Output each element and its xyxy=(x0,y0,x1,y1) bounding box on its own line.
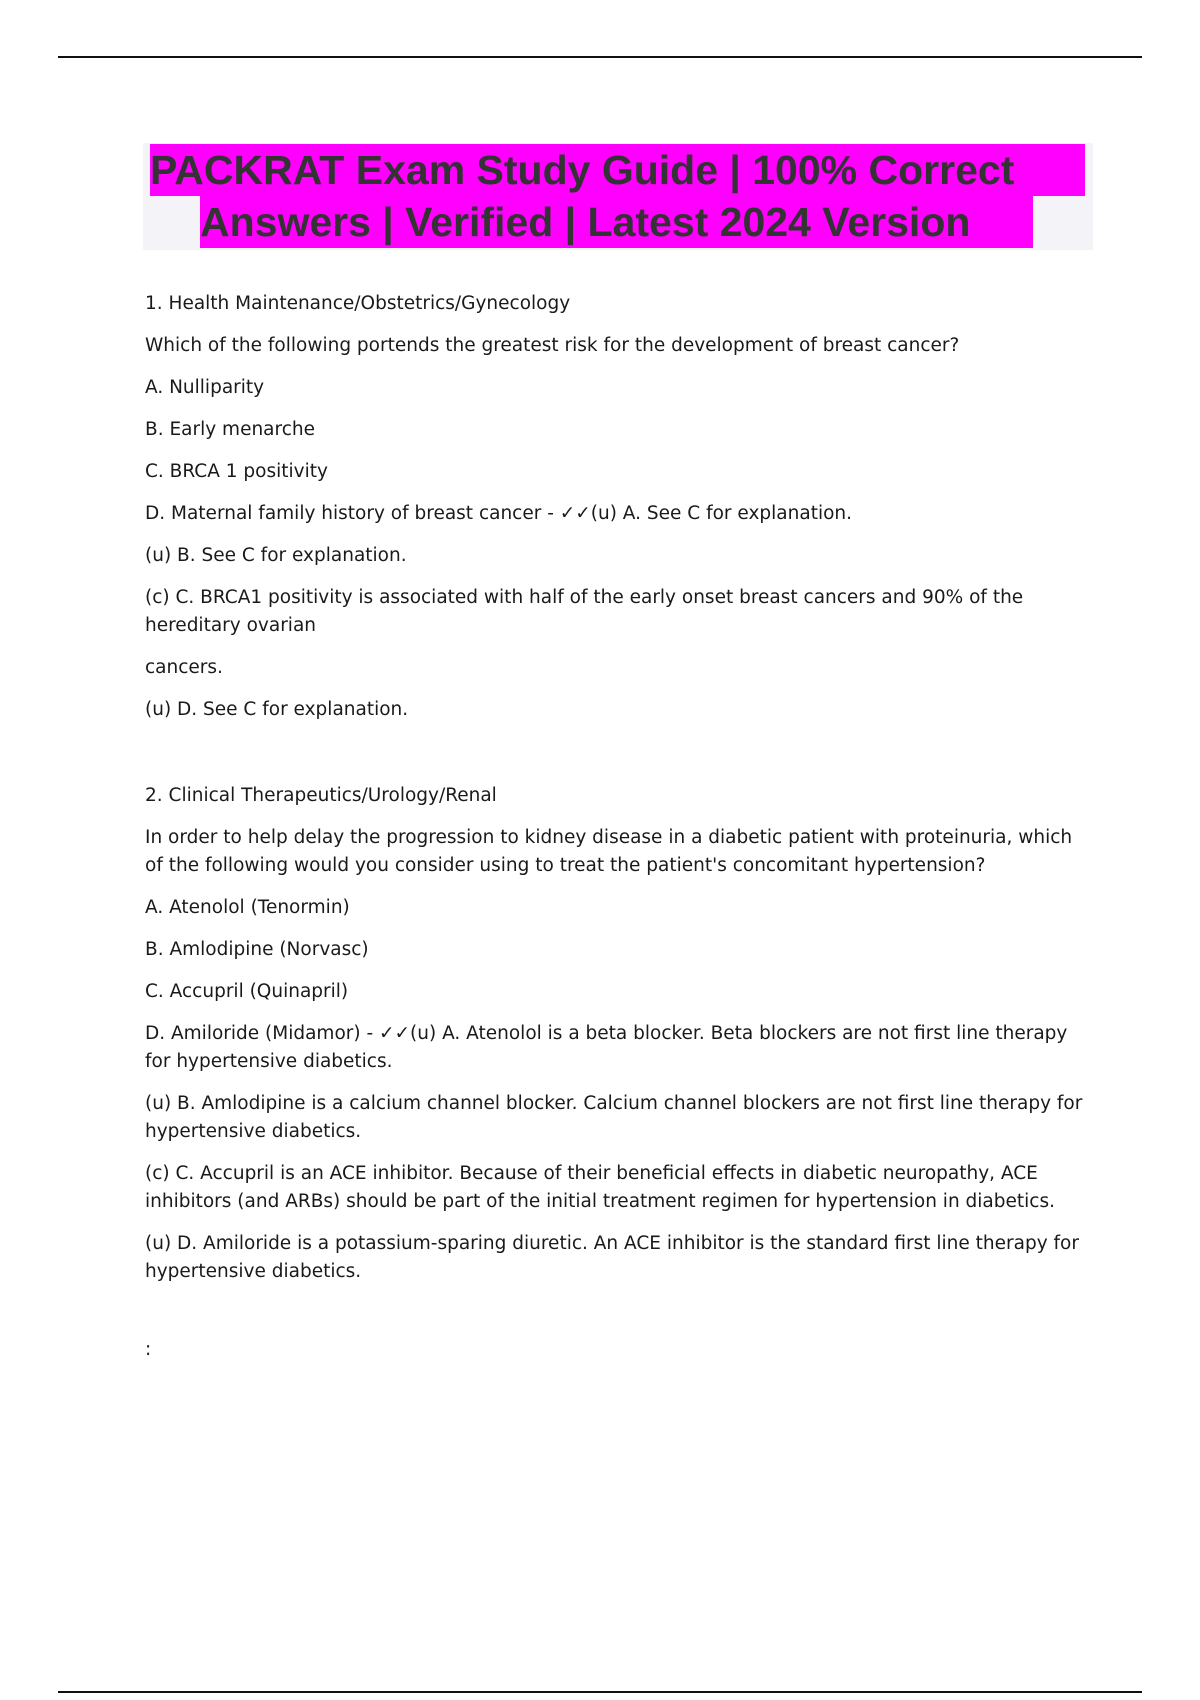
explanation-b: (u) B. Amlodipine is a calcium channel blocker. Calcium channel blockers are not first line therapy for hypertensive diabetics. xyxy=(145,1093,1083,1142)
trailing-colon: : xyxy=(145,1339,152,1360)
question-1 xyxy=(145,290,1090,724)
explanation-c-continued: cancers. xyxy=(145,657,223,678)
explanation-c: (c) C. BRCA1 positivity is associated with half of the early onset breast cancers and 90% of the hereditary ovarian xyxy=(145,587,1024,636)
answer-option-c: C. BRCA 1 positivity xyxy=(145,461,328,482)
question-prompt: Which of the following portends the greatest risk for the development of breast cancer? xyxy=(145,335,960,356)
explanation-d: (u) D. See C for explanation. xyxy=(145,699,409,720)
top-rule xyxy=(58,56,1142,58)
question-2 xyxy=(145,782,1090,1286)
answer-option-a: A. Nulliparity xyxy=(145,377,265,398)
answer-option-c: C. Accupril (Quinapril) xyxy=(145,981,349,1002)
answer-option-b: B. Early menarche xyxy=(145,419,315,440)
question-heading: 1. Health Maintenance/Obstetrics/Gynecology xyxy=(145,293,571,314)
answer-option-d: D. Maternal family history of breast cancer - ✓✓(u) A. See C for explanation. xyxy=(145,503,853,524)
question-heading: 2. Clinical Therapeutics/Urology/Renal xyxy=(145,785,497,806)
explanation-c: (c) C. Accupril is an ACE inhibitor. Because of their beneficial effects in diabetic neuropathy, ACE inhibitors (and ARBs) should be part of the initial treatment regimen for hypertension in diabetics. xyxy=(145,1163,1055,1212)
answer-option-d: D. Amiloride (Midamor) - ✓✓(u) A. Atenolol is a beta blocker. Beta blockers are not first line therapy for hypertensive diabetics. xyxy=(145,1023,1068,1072)
answer-option-b: B. Amlodipine (Norvasc) xyxy=(145,939,369,960)
answer-option-a: A. Atenolol (Tenormin) xyxy=(145,897,350,918)
bottom-rule xyxy=(58,1691,1142,1693)
document-title-line-2: Answers | Verified | Latest 2024 Version xyxy=(200,196,1033,248)
explanation-d: (u) D. Amiloride is a potassium-sparing diuretic. An ACE inhibitor is the standard first line therapy for hypertensive diabetics. xyxy=(145,1233,1079,1282)
question-spacer xyxy=(145,738,1090,782)
question-prompt: In order to help delay the progression to kidney disease in a diabetic patient with proteinuria, which of the following would you consider using to treat the patient's concomitant hypertension? xyxy=(145,827,1073,876)
document-title-line-1: PACKRAT Exam Study Guide | 100% Correct xyxy=(150,144,1085,196)
document-body xyxy=(145,290,1090,1378)
explanation-b: (u) B. See C for explanation. xyxy=(145,545,407,566)
